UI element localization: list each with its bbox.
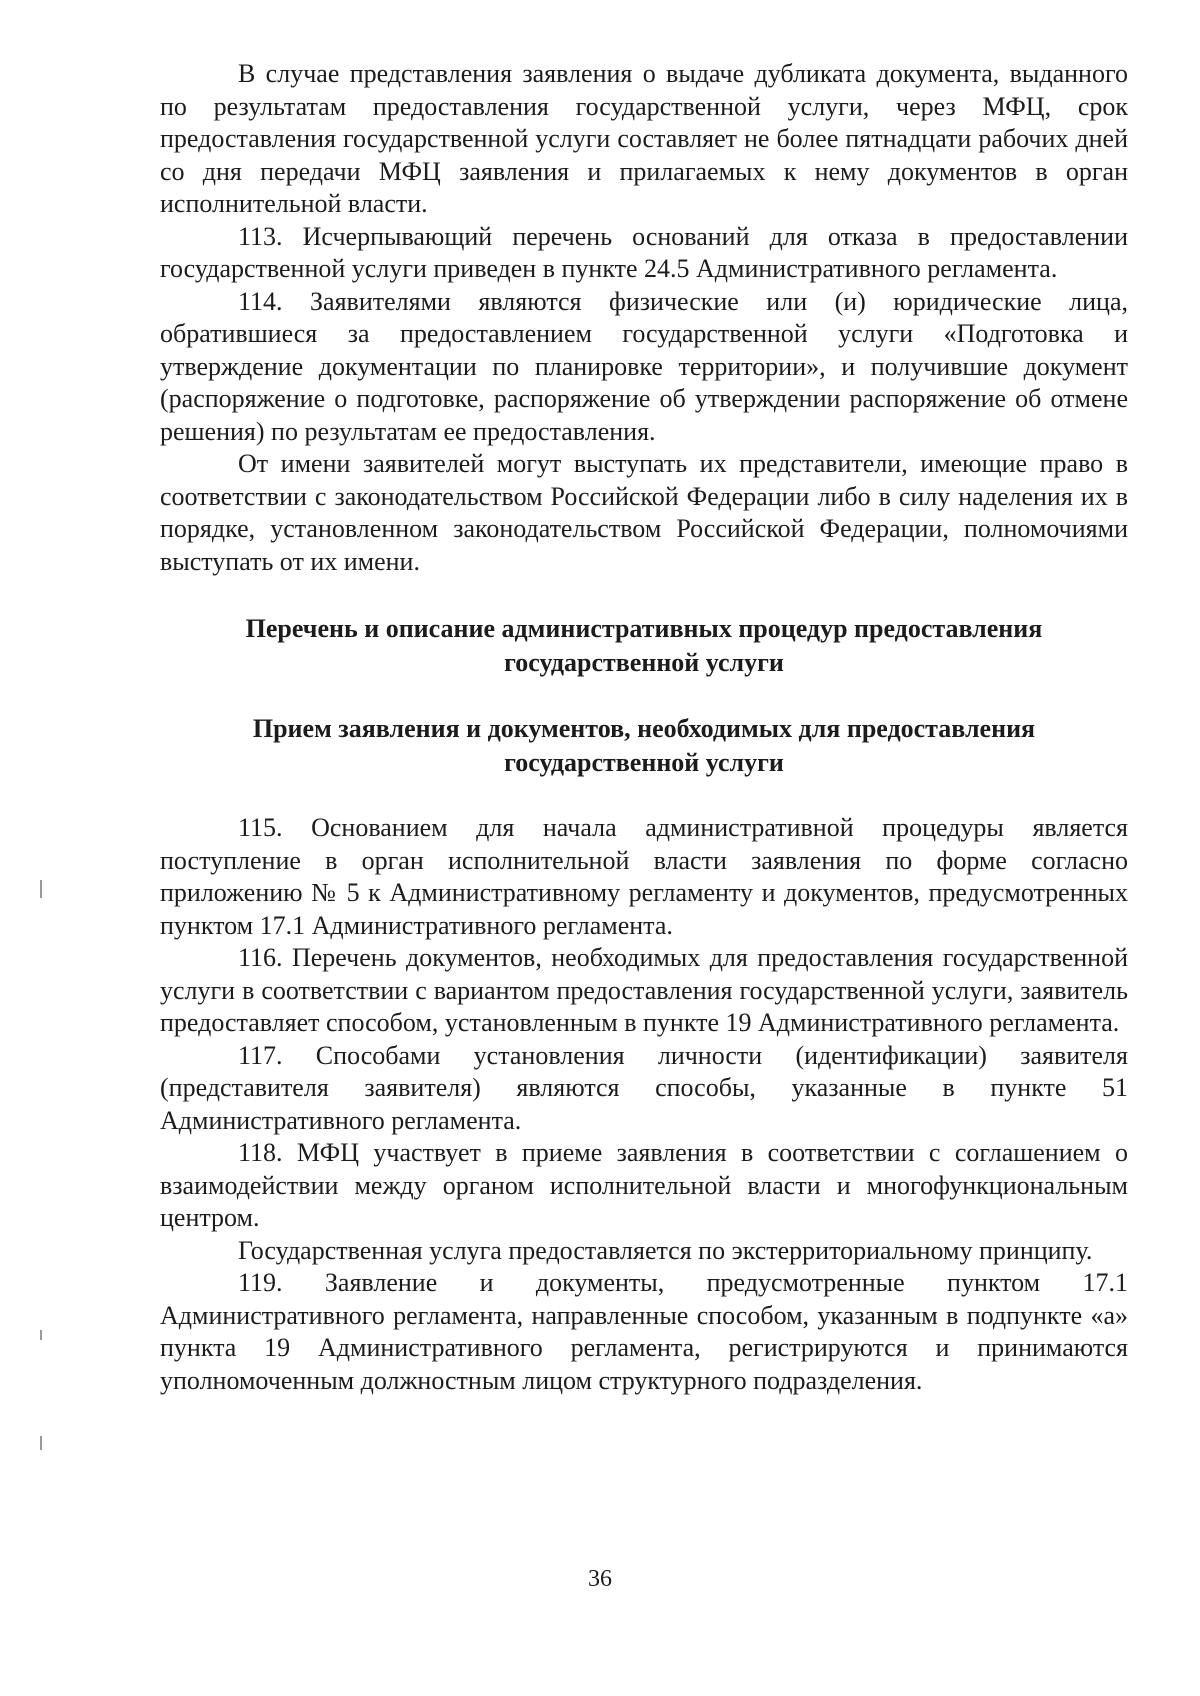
paragraph-116: 116. Перечень документов, необходимых для предоставления государственной услуги в соответствии с вариантом предоставления государственной услуги, заявитель предоставляет способом, установленным в пункте 19 Административного регламента.	[160, 943, 1128, 1037]
paragraph-duplicate-term: В случае представления заявления о выдаче дубликата документа, выданного по результатам предоставления государственной услуги, через МФЦ, срок предоставления государственной услуги составляет не более пятнадцати рабочих дней со дня передачи МФЦ заявления и прилагаемых к нему документов в орган исполнительной власти.	[160, 59, 1128, 218]
paragraph-118: 118. МФЦ участвует в приеме заявления в соответствии с соглашением о взаимодействии между органом исполнительной власти и многофункциональным центром.	[160, 1138, 1128, 1232]
paragraph-113: 113. Исчерпывающий перечень оснований для отказа в предоставлении государственной услуги приведен в пункте 24.5 Административного регламента.	[160, 221, 1128, 283]
paragraph-114: 114. Заявителями являются физические или (и) юридические лица, обратившиеся за предоставлением государственной услуги «Подготовка и утверждение документации по планировке территории», и получившие документ (распоряжение о подготовке, распоряжение об утверждении распоряжение об отмене решения) по результатам ее предоставления.	[160, 286, 1128, 446]
paragraph-extraterritorial: Государственная услуга предоставляется по экстерриториальному принципу.	[238, 1235, 1093, 1265]
page-number: 36	[588, 1566, 612, 1592]
scan-mark	[40, 1436, 42, 1450]
scan-mark	[40, 880, 42, 898]
section-heading-procedures: Перечень и описание административных процедур предоставления государственной услуги	[245, 614, 1043, 677]
paragraph-115: 115. Основанием для начала административной процедуры является поступление в орган исполнительной власти заявления по форме согласно приложению № 5 к Административному регламенту и документов, предусмотренных пунктом 17.1 Административного регламента.	[160, 813, 1128, 940]
document-page	[160, 58, 1128, 1397]
paragraph-119: 119. Заявление и документы, предусмотренные пунктом 17.1 Административного регламента, направленные способом, указанным в подпункте «а» пункта 19 Административного регламента, регистрируются и принимаются уполномоченным должностным лицом структурного подразделения.	[160, 1268, 1128, 1395]
section-heading-reception: Прием заявления и документов, необходимых для предоставления государственной услуги	[252, 714, 1036, 777]
paragraph-117: 117. Способами установления личности (идентификации) заявителя (представителя заявителя) являются способы, указанные в пункте 51 Административного регламента.	[160, 1040, 1128, 1135]
paragraph-representatives: От имени заявителей могут выступать их представители, имеющие право в соответствии с законодательством Российской Федерации либо в силу наделения их в порядке, установленном законодательством Российской Федерации, полномочиями выступать от их имени.	[160, 449, 1128, 576]
scan-mark	[40, 1330, 42, 1340]
